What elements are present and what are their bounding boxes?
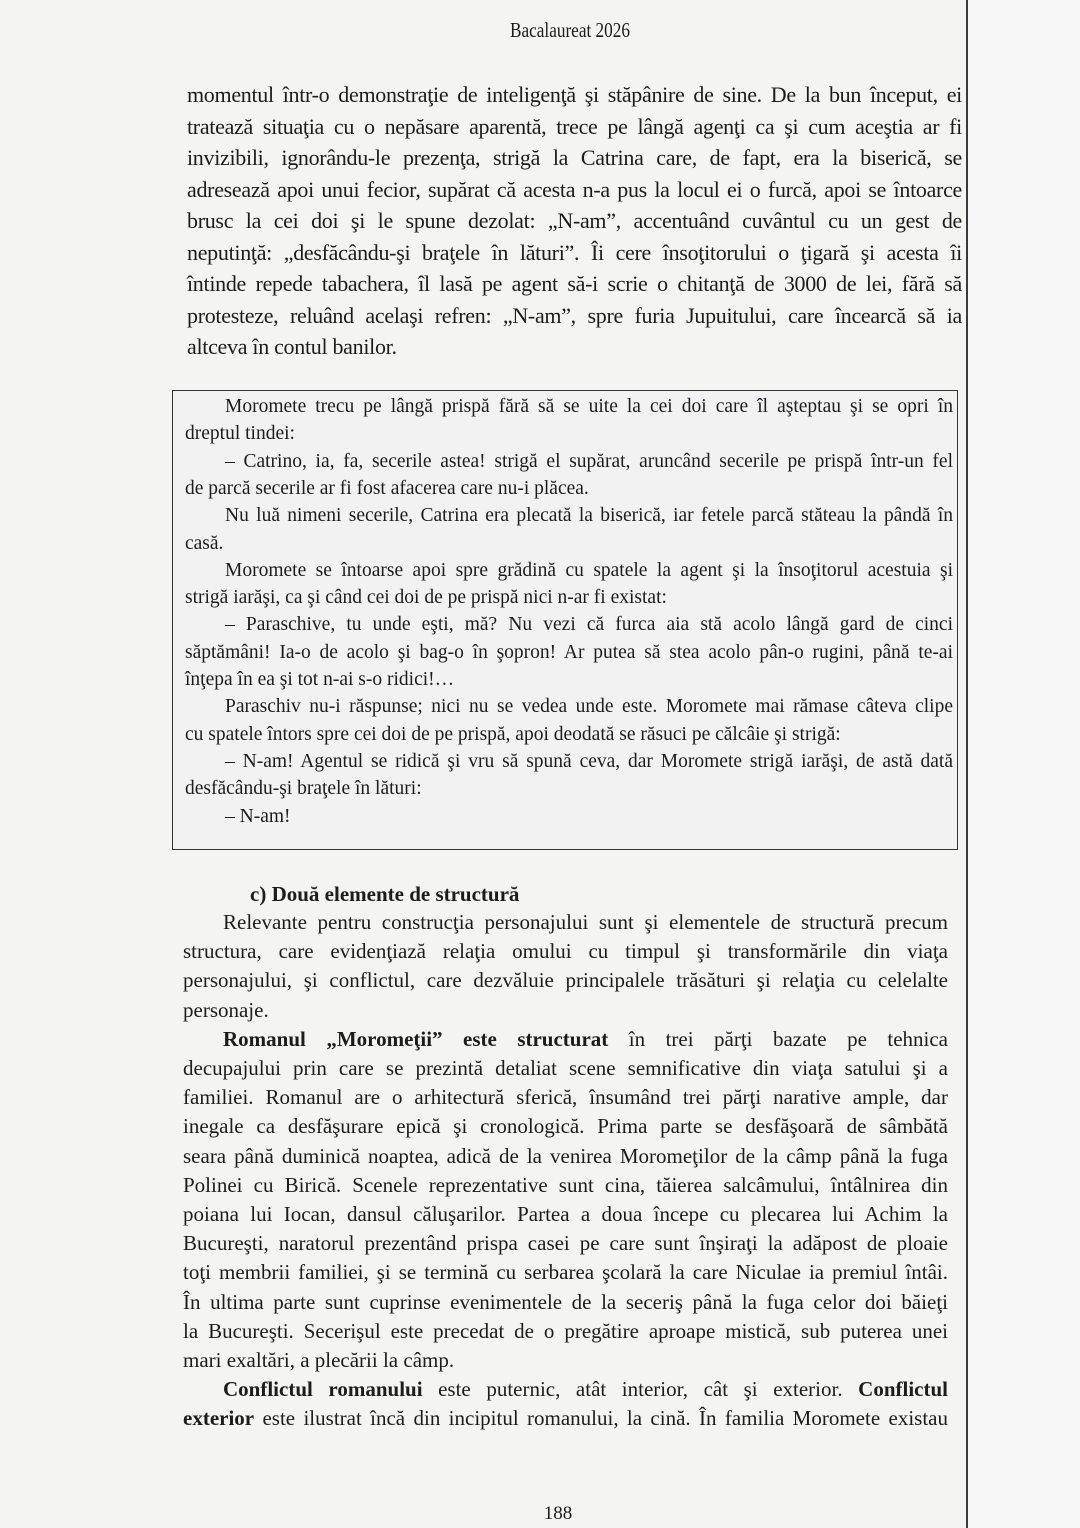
quote-line: cu spatele întors spre cei doi de pe prispă, apoi deodată se răsuci pe călcâie şi strigă: bbox=[185, 723, 841, 745]
text-line bbox=[187, 177, 962, 203]
text-line bbox=[183, 1319, 948, 1344]
text-line bbox=[183, 1406, 948, 1431]
text-segment: protesteze, reluând acelaşi refren: „N-am”, spre furia Jupuitului, care încearcă să ia bbox=[187, 302, 962, 328]
quote-line: săptămâni! Ia-o de acolo şi bag-o în şopron! Ar putea să stea acolo pân-o rugini, până te-ai bbox=[185, 641, 953, 663]
page-margin bbox=[968, 0, 1080, 1528]
text-segment: Relevante pentru construcţia personajului sunt şi elementele de structură precum bbox=[223, 910, 948, 934]
text-line bbox=[187, 271, 962, 297]
quote-line: – Paraschive, tu unde eşti, mă? Nu vezi că furca aia stă acolo lângă gard de cinci bbox=[225, 614, 953, 636]
text-line bbox=[183, 998, 948, 1023]
text-segment: structura, care evidenţiază relaţia omului cu timpul şi transformările din viaţa bbox=[183, 939, 948, 964]
text-segment: toţi membrii familiei, şi se termină cu serbarea şcolară la care Niculae ia premiul întâi. bbox=[183, 1260, 948, 1285]
text-line bbox=[187, 114, 962, 140]
quote-line: dreptul tindei: bbox=[185, 423, 295, 445]
text-line bbox=[187, 208, 962, 234]
text-line bbox=[223, 910, 948, 935]
quote-line: – Catrino, ia, fa, secerile astea! strigă el supărat, aruncând secerile pe prispă într-un fel bbox=[225, 450, 953, 472]
text-segment: momentul într-o demonstraţie de inteligenţă şi stăpânire de sine. De la bun început, ei bbox=[187, 82, 962, 107]
text-line bbox=[183, 1173, 948, 1198]
text-segment: la Bucureşti. Secerişul este precedat de o pregătire aproape mistică, sub puterea unei bbox=[183, 1318, 948, 1343]
text-segment: mari exaltări, a plecării la câmp. bbox=[183, 1348, 455, 1372]
text-segment: seara până duminică noaptea, adică de la venirea Moromeţilor de la câmp până la fuga bbox=[183, 1143, 948, 1168]
text-segment: familiei. Romanul are o arhitectură sferică, însumând trei părţi narative ample, dar bbox=[183, 1085, 948, 1110]
quote-line: casă. bbox=[185, 532, 224, 554]
text-line bbox=[183, 1056, 948, 1081]
text-line bbox=[183, 939, 948, 964]
text-segment: este ilustrat încă din incipitul romanului, la cină. În familia Moromete existau bbox=[254, 1406, 948, 1431]
bold-text: Conflictul romanului bbox=[223, 1377, 423, 1402]
quote-line: Nu luă nimeni secerile, Catrina era plecată la biserică, iar fetele parcă stăteau la pândă în bbox=[225, 505, 953, 527]
text-line bbox=[183, 1348, 948, 1373]
bold-text: Conflictul bbox=[858, 1377, 948, 1402]
text-line bbox=[223, 1027, 948, 1052]
page-number: 188 bbox=[543, 1503, 573, 1524]
text-segment: adresează apoi unui fecior, supărat că acesta n-a pus la locul ei o furcă, apoi se întoarce bbox=[187, 176, 962, 202]
text-line bbox=[187, 303, 962, 329]
text-segment: decupajului prin care se prezintă detaliat scene semnificative din viaţa satului şi a bbox=[183, 1056, 948, 1080]
text-line bbox=[183, 1231, 948, 1256]
quote-line: Moromete se întoarse apoi spre grădină cu spatele la agent şi la însoţitorul acestuia şi bbox=[225, 559, 953, 581]
text-line bbox=[183, 1202, 948, 1227]
text-line bbox=[183, 1260, 948, 1285]
text-line bbox=[187, 82, 962, 108]
text-line bbox=[183, 1290, 948, 1315]
quote-line: înţepa în ea şi tot n-ai s-o ridici!… bbox=[185, 669, 455, 690]
text-segment: brusc la cei doi şi le spune dezolat: „N-am”, accentuând cuvântul cu un gest de bbox=[187, 208, 962, 233]
page-edge bbox=[966, 0, 968, 1528]
text-segment: tratează situaţia cu o nepăsare aparentă, trece pe lângă agenţi ca şi cum aceştia ar fi bbox=[187, 113, 962, 139]
text-line bbox=[187, 240, 962, 266]
text-segment: în trei părţi bazate pe tehnica bbox=[608, 1026, 949, 1051]
quote-line: – N-am! bbox=[225, 805, 291, 827]
text-segment: altceva în contul banilor. bbox=[187, 334, 397, 359]
text-segment: personajului, şi conflictul, care dezvăluie principalele trăsături şi relaţia cu celelalte bbox=[183, 968, 948, 993]
quote-line: de parcă secerile ar fi fost afacerea care nu-i plăcea. bbox=[185, 477, 589, 499]
text-segment: neputinţă: „desfăcându-şi braţele în lături”. Îi cere însoţitorului o ţigară şi acesta îi bbox=[187, 239, 962, 265]
quote-box bbox=[172, 390, 958, 850]
text-line bbox=[183, 1114, 948, 1139]
text-segment: este puternic, atât interior, cât şi exterior. bbox=[422, 1377, 859, 1402]
text-segment: invizibili, ignorându-le prezenţa, strigă la Catrina care, de fapt, era la biserică, se bbox=[187, 145, 962, 170]
quote-line: desfăcându-şi braţele în lături: bbox=[185, 778, 422, 800]
text-line bbox=[183, 1085, 948, 1110]
quote-line: strigă iarăşi, ca şi când cei doi de pe prispă nici n-ar fi existat: bbox=[185, 587, 667, 609]
text-line bbox=[183, 968, 948, 993]
bold-text: Romanul „Moromeţii” este structurat bbox=[223, 1026, 609, 1051]
text-segment: întinde repede tabachera, îl lasă pe agent să-i scrie o chitanţă de 3000 de lei, fără să bbox=[187, 271, 962, 296]
text-segment: Polinei cu Birică. Scenele reprezentative sunt cina, tăierea salcâmului, întâlnirea din bbox=[183, 1172, 948, 1197]
text-segment: personaje. bbox=[183, 997, 269, 1022]
quote-line: Moromete trecu pe lângă prispă fără să se uite la cei doi care îl aşteptau şi se opri în bbox=[225, 396, 953, 417]
section-heading: c) Două elemente de structură bbox=[250, 882, 520, 906]
text-segment: inegale ca desfăşurare epică şi cronologică. Prima parte se desfăşoară de sâmbătă bbox=[183, 1114, 948, 1139]
bold-text: exterior bbox=[183, 1406, 255, 1431]
text-line bbox=[187, 334, 962, 360]
text-line bbox=[187, 145, 962, 171]
text-line bbox=[183, 1144, 948, 1169]
text-segment: Bucureşti, naratorul prezentând prispa casei pe care sunt înşiraţi la adăpost de ploaie bbox=[183, 1231, 948, 1256]
quote-line: Paraschiv nu-i răspunse; nici nu se vedea unde este. Moromete mai rămase câteva clipe bbox=[225, 696, 953, 718]
text-segment: În ultima parte sunt cuprinse evenimentele de la seceriş până la fuga celor doi băieţi bbox=[183, 1289, 948, 1314]
running-header: Bacalaureat 2026 bbox=[509, 18, 631, 42]
quote-line: – N-am! Agentul se ridică şi vru să spună ceva, dar Moromete strigă iarăşi, de astă dată bbox=[225, 750, 953, 772]
text-segment: poiana lui Iocan, dansul căluşarilor. Partea a doua începe cu plecarea lui Achim la bbox=[183, 1202, 948, 1226]
text-line bbox=[223, 1377, 948, 1402]
